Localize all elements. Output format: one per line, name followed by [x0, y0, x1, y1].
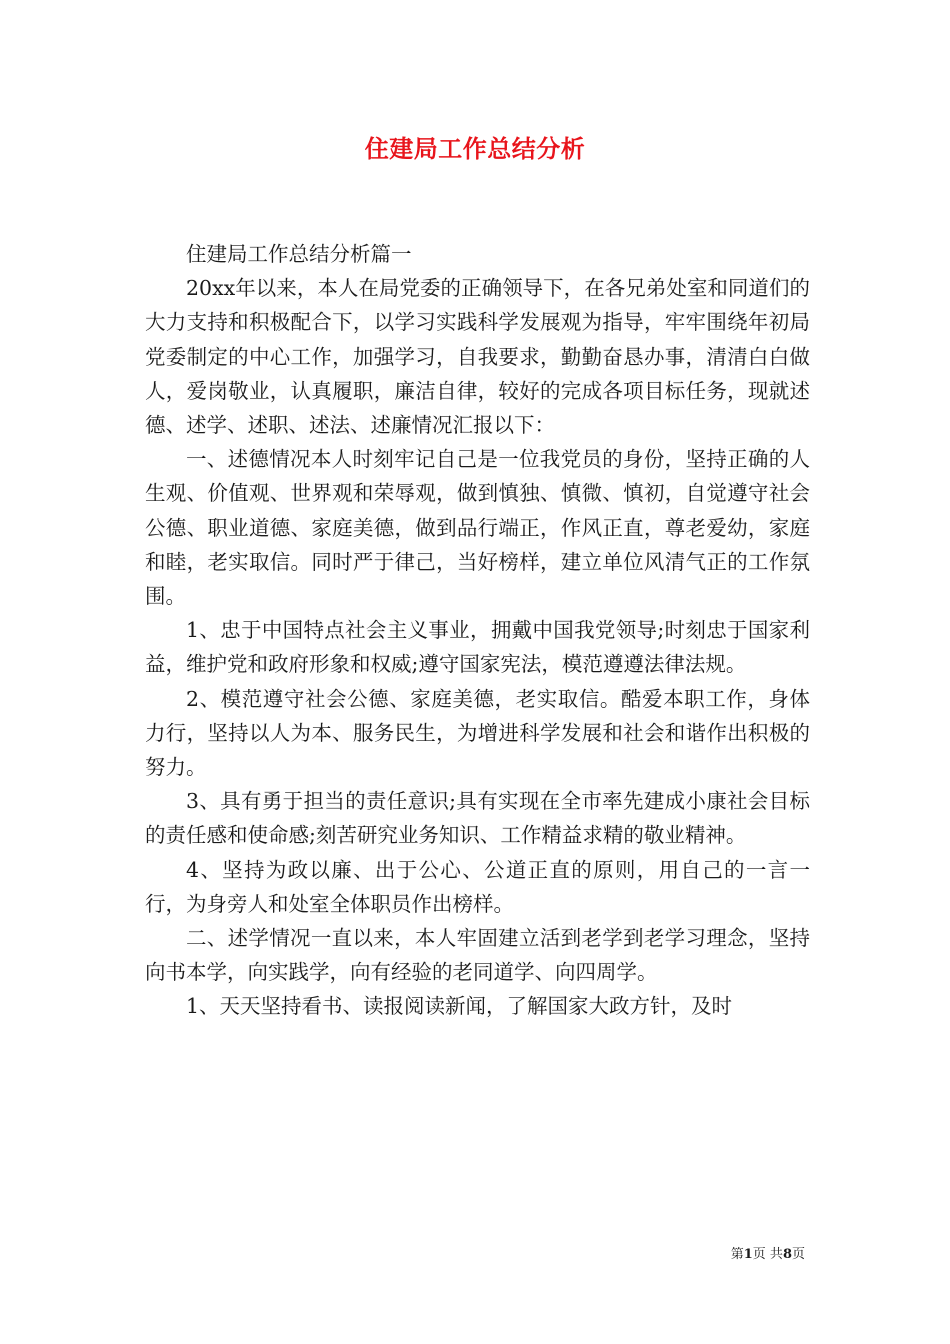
footer-prefix: 第 — [730, 1247, 744, 1262]
page-number-footer — [731, 1246, 805, 1264]
document-title: 住建局工作总结分析 — [364, 135, 586, 163]
paragraph-item-1: 1、忠于中国特点社会主义事业，拥戴中国我党领导;时刻忠于国家利益，维护党和政府形象和权威;遵守国家宪法，模范遵遵法律法规。 — [145, 618, 810, 677]
footer-middle: 页 共 — [752, 1247, 783, 1262]
document-body — [145, 237, 810, 1024]
paragraph-item-3: 3、具有勇于担当的责任意识;具有实现在全市率先建成小康社会目标的责任感和使命感;刻苦研究业务知识、工作精益求精的敬业精神。 — [145, 789, 810, 848]
footer-suffix: 页 — [791, 1247, 805, 1262]
paragraph-study: 二、述学情况一直以来，本人牢固建立活到老学到老学习理念，坚持向书本学，向实践学，向有经验的老同道学、向四周学。 — [145, 926, 810, 985]
section-heading: 住建局工作总结分析篇一 — [186, 242, 412, 266]
paragraph-morality: 一、述德情况本人时刻牢记自己是一位我党员的身份，坚持正确的人生观、价值观、世界观和荣辱观，做到慎独、慎微、慎初，自觉遵守社会公德、职业道德、家庭美德，做到品行端正，作风正直，尊老爱幼，家庭和睦，老实取信。同时严于律己，当好榜样，建立单位风清气正的工作氛围。 — [145, 447, 810, 609]
paragraph-item-4: 4、坚持为政以廉、出于公心、公道正直的原则，用自己的一言一行，为身旁人和处室全体职员作出榜样。 — [145, 857, 810, 916]
current-page-number: 1 — [743, 1247, 753, 1262]
paragraph-study-item-1: 1、天天坚持看书、读报阅读新闻，了解国家大政方针，及时 — [186, 994, 733, 1019]
paragraph-item-2: 2、模范遵守社会公德、家庭美德，老实取信。酷爱本职工作，身体力行，坚持以人为本、服务民生，为增进科学发展和社会和谐作出积极的努力。 — [145, 686, 810, 780]
paragraph-intro: 20xx年以来，本人在局党委的正确领导下，在各兄弟处室和同道们的大力支持和积极配合下，以学习实践科学发展观为指导，牢牢围绕年初局党委制定的中心工作，加强学习，自我要求，勤勤奋恳办事，清清白白做人，爱岗敬业，认真履职，廉洁自律，较好的完成各项目标任务，现就述德、述学、述职、述法、述廉情况汇报以下： — [145, 276, 810, 438]
total-pages-number: 8 — [782, 1247, 792, 1262]
